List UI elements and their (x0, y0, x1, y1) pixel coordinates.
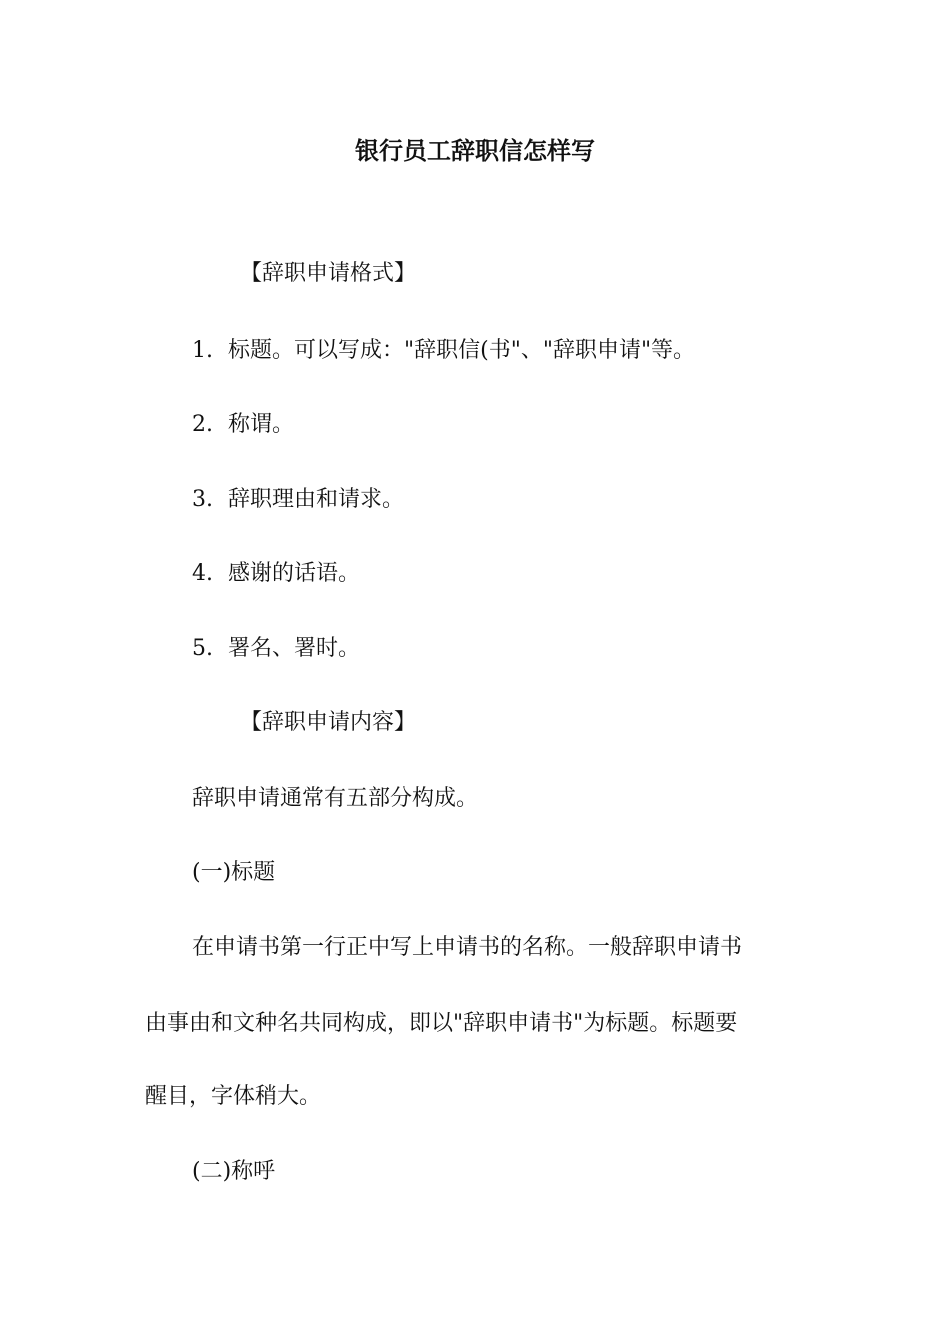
item-number: 4. (192, 561, 213, 586)
paragraph-line: 醒目，字体稍大。 (145, 1084, 322, 1109)
paragraph-line: 由事由和文种名共同构成，即以"辞职申请书"为标题。标题要 (145, 1011, 738, 1036)
format-item (192, 558, 360, 590)
paragraph-line: 在申请书第一行正中写上申请书的名称。一般辞职申请书 (192, 935, 743, 960)
document-title: 银行员工辞职信怎样写 (355, 137, 595, 165)
item-number: 3. (192, 487, 213, 512)
item-text: 称谓。 (228, 412, 295, 437)
item-number: 1. (192, 338, 213, 363)
format-item (192, 335, 695, 367)
item-text: 感谢的话语。 (228, 561, 361, 586)
format-heading: 【辞职申请格式】 (240, 261, 417, 286)
content-heading: 【辞职申请内容】 (240, 710, 417, 735)
format-item (192, 409, 294, 441)
item-text: 署名、署时。 (228, 636, 361, 661)
format-item (192, 484, 404, 516)
section-heading: (二)称呼 (192, 1159, 276, 1184)
item-text: 辞职理由和请求。 (228, 487, 405, 512)
item-number: 5. (192, 636, 213, 661)
format-item (192, 633, 360, 665)
item-text: 标题。可以写成："辞职信(书"、"辞职申请"等。 (228, 338, 696, 363)
item-number: 2. (192, 412, 213, 437)
content-intro: 辞职申请通常有五部分构成。 (192, 786, 479, 811)
section-heading: (一)标题 (192, 860, 276, 885)
